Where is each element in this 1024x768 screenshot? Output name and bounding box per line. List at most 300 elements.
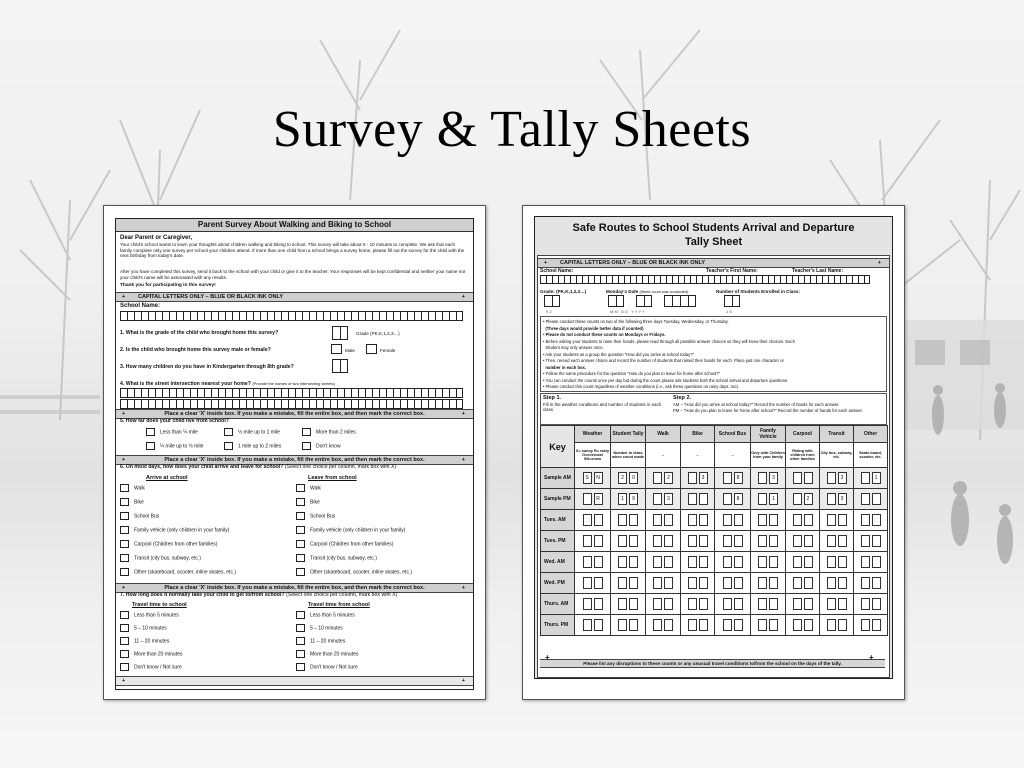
leave-option[interactable]	[296, 498, 320, 507]
checkbox[interactable]	[296, 512, 305, 520]
digit-box[interactable]: 3	[838, 472, 847, 484]
digit-box[interactable]: 8	[734, 472, 743, 484]
female-checkbox[interactable]	[366, 344, 377, 354]
leave-option[interactable]	[296, 554, 377, 563]
digit-box[interactable]	[838, 535, 847, 547]
digit-box[interactable]	[688, 514, 697, 526]
tally-cell[interactable]	[786, 552, 820, 573]
digit-box[interactable]	[872, 556, 881, 568]
tally-cell[interactable]	[575, 594, 611, 615]
tally-cell[interactable]	[715, 615, 751, 636]
digit-box[interactable]	[734, 556, 743, 568]
digit-box[interactable]	[872, 619, 881, 631]
checkbox[interactable]	[296, 650, 305, 658]
tally-cell[interactable]	[715, 531, 751, 552]
checkbox[interactable]	[120, 554, 129, 562]
tally-cell[interactable]	[820, 594, 854, 615]
digit-box[interactable]	[594, 577, 603, 589]
children-count-boxes[interactable]	[332, 359, 348, 373]
digit-box[interactable]	[793, 535, 802, 547]
tally-cell[interactable]	[820, 468, 854, 489]
tally-cell[interactable]	[681, 573, 715, 594]
tally-cell[interactable]	[854, 594, 888, 615]
tally-cell[interactable]	[786, 468, 820, 489]
checkbox[interactable]	[120, 526, 129, 534]
checkbox[interactable]	[120, 663, 129, 671]
tally-cell[interactable]	[611, 468, 646, 489]
tally-cell[interactable]	[575, 552, 611, 573]
tally-cell[interactable]	[646, 615, 681, 636]
q5-option-1[interactable]	[146, 428, 198, 437]
tally-cell[interactable]	[820, 552, 854, 573]
checkbox[interactable]	[120, 637, 129, 645]
male-checkbox[interactable]	[331, 344, 342, 354]
digit-box[interactable]	[861, 535, 870, 547]
tally-cell[interactable]	[820, 531, 854, 552]
digit-box[interactable]	[827, 493, 836, 505]
checkbox[interactable]	[296, 637, 305, 645]
digit-box[interactable]	[723, 598, 732, 610]
digit-box[interactable]	[769, 619, 778, 631]
checkbox[interactable]	[302, 442, 311, 450]
digit-box[interactable]	[827, 535, 836, 547]
tally-cell[interactable]	[854, 510, 888, 531]
tally-cell[interactable]	[786, 510, 820, 531]
digit-box[interactable]	[583, 619, 592, 631]
digit-box[interactable]	[734, 598, 743, 610]
arrive-option[interactable]	[120, 568, 236, 577]
digit-box[interactable]: 1	[769, 493, 778, 505]
tally-cell[interactable]	[786, 531, 820, 552]
travel-from-option[interactable]	[296, 637, 345, 646]
tally-cell[interactable]	[715, 552, 751, 573]
parent-survey-sheet	[103, 205, 486, 700]
digit-box[interactable]	[793, 472, 802, 484]
digit-box[interactable]	[618, 556, 627, 568]
tally-cell[interactable]	[715, 510, 751, 531]
tally-cell[interactable]	[575, 615, 611, 636]
digit-box[interactable]	[861, 619, 870, 631]
tally-cell[interactable]	[611, 573, 646, 594]
digit-box[interactable]	[769, 577, 778, 589]
digit-box[interactable]	[664, 598, 673, 610]
digit-box[interactable]	[804, 619, 813, 631]
tally-cell[interactable]	[820, 489, 854, 510]
travel-to-option[interactable]	[120, 624, 167, 633]
digit-box[interactable]: 2	[804, 493, 813, 505]
digit-box[interactable]	[583, 556, 592, 568]
digit-box[interactable]	[758, 556, 767, 568]
digit-box[interactable]	[618, 514, 627, 526]
digit-box[interactable]	[769, 598, 778, 610]
digit-box[interactable]	[734, 514, 743, 526]
tally-cell[interactable]	[751, 510, 786, 531]
digit-box[interactable]	[699, 598, 708, 610]
grade-boxes[interactable]	[332, 326, 348, 340]
digit-box[interactable]	[688, 535, 697, 547]
digit-box[interactable]	[861, 556, 870, 568]
tally-cell[interactable]	[786, 594, 820, 615]
digit-box[interactable]	[664, 556, 673, 568]
digit-box[interactable]	[861, 577, 870, 589]
digit-box[interactable]	[734, 535, 743, 547]
digit-box[interactable]	[793, 598, 802, 610]
school-name-boxes[interactable]	[120, 311, 463, 321]
digit-box[interactable]	[653, 493, 662, 505]
question-3: 3. How many children do you have in Kindergarten through 8th grade?	[120, 364, 294, 370]
tally-cell[interactable]	[715, 573, 751, 594]
travel-to-option[interactable]	[120, 650, 182, 659]
digit-box[interactable]: R	[594, 493, 603, 505]
tally-cell[interactable]	[751, 468, 786, 489]
checkbox[interactable]	[120, 498, 129, 506]
tally-cell[interactable]	[646, 531, 681, 552]
digit-box[interactable]	[699, 577, 708, 589]
digit-box[interactable]	[629, 598, 638, 610]
year-boxes[interactable]	[664, 295, 696, 307]
digit-box[interactable]: 8	[734, 493, 743, 505]
digit-box[interactable]	[872, 598, 881, 610]
digit-box[interactable]	[793, 577, 802, 589]
digit-box[interactable]	[688, 493, 697, 505]
digit-box[interactable]	[793, 556, 802, 568]
travel-to-option[interactable]	[120, 611, 179, 620]
tally-cell[interactable]	[681, 489, 715, 510]
digit-box[interactable]	[793, 619, 802, 631]
digit-box[interactable]	[583, 535, 592, 547]
digit-box[interactable]	[723, 619, 732, 631]
digit-box[interactable]	[827, 514, 836, 526]
column-header: Walk	[646, 426, 681, 443]
digit-box[interactable]	[872, 577, 881, 589]
digit-box[interactable]	[723, 472, 732, 484]
checkbox[interactable]	[296, 568, 305, 576]
digit-box[interactable]	[664, 514, 673, 526]
digit-box[interactable]	[769, 535, 778, 547]
digit-box[interactable]: 0	[629, 472, 638, 484]
digit-box[interactable]	[827, 619, 836, 631]
leave-option[interactable]	[296, 526, 405, 535]
digit-box[interactable]	[827, 577, 836, 589]
checkbox[interactable]	[224, 442, 233, 450]
digit-box[interactable]	[734, 619, 743, 631]
checkbox[interactable]	[120, 540, 129, 548]
checkbox[interactable]	[120, 484, 129, 492]
digit-box[interactable]	[827, 472, 836, 484]
travel-to-option[interactable]	[120, 637, 169, 646]
travel-to-option[interactable]	[120, 663, 182, 672]
tally-cell[interactable]	[715, 594, 751, 615]
instruction-line: • Then, reread each answer choice and record the number of students that raised their hands for each. Place just one character or	[543, 358, 784, 363]
tally-cell[interactable]	[715, 489, 751, 510]
digit-box[interactable]: 3	[664, 493, 673, 505]
digit-box[interactable]	[827, 598, 836, 610]
digit-box[interactable]: 3	[699, 472, 708, 484]
digit-box[interactable]	[838, 514, 847, 526]
travel-from-option[interactable]	[296, 624, 343, 633]
tally-cell[interactable]	[611, 531, 646, 552]
digit-box[interactable]: 9	[629, 493, 638, 505]
key-cell: Skate-board, scooter, etc.	[854, 443, 888, 468]
arrive-option[interactable]	[120, 554, 201, 563]
tally-cell[interactable]	[854, 552, 888, 573]
digit-box[interactable]	[688, 472, 697, 484]
digit-box[interactable]	[734, 577, 743, 589]
digit-box[interactable]	[769, 556, 778, 568]
checkbox[interactable]	[146, 442, 155, 450]
digit-box[interactable]	[664, 577, 673, 589]
digit-box[interactable]	[594, 535, 603, 547]
tally-cell[interactable]	[646, 489, 681, 510]
tally-cell[interactable]	[681, 510, 715, 531]
digit-box[interactable]	[594, 514, 603, 526]
tally-cell[interactable]	[751, 531, 786, 552]
digit-box[interactable]	[838, 556, 847, 568]
q5-option-5[interactable]	[302, 428, 356, 437]
digit-box[interactable]	[594, 556, 603, 568]
arrive-option[interactable]	[120, 484, 145, 493]
checkbox[interactable]	[146, 428, 155, 436]
tally-cell[interactable]	[786, 573, 820, 594]
tally-cell[interactable]	[575, 573, 611, 594]
digit-box[interactable]	[723, 493, 732, 505]
travel-from-option[interactable]	[296, 663, 358, 672]
tally-cell[interactable]	[681, 468, 715, 489]
tally-school-name-boxes[interactable]	[540, 275, 870, 284]
checkbox[interactable]	[120, 624, 129, 632]
digit-box[interactable]: 2	[664, 472, 673, 484]
digit-box[interactable]: 1	[872, 472, 881, 484]
leave-option[interactable]	[296, 484, 321, 493]
digit-box[interactable]	[758, 535, 767, 547]
digit-box[interactable]	[804, 598, 813, 610]
digit-box[interactable]	[872, 514, 881, 526]
digit-box[interactable]	[769, 514, 778, 526]
tally-row	[541, 552, 888, 573]
tally-cell[interactable]	[611, 489, 646, 510]
digit-box[interactable]	[723, 577, 732, 589]
digit-box[interactable]	[758, 514, 767, 526]
survey-intro-2: After you have completed this survey, send it back to the school with your child or give it to the teacher. Your responses will be kept confidential and neither your name nor your child's name will be associated with any results.	[120, 269, 466, 280]
checkbox[interactable]	[120, 512, 129, 520]
tally-cell[interactable]	[751, 489, 786, 510]
digit-box[interactable]: S	[583, 472, 592, 484]
arrive-option[interactable]	[120, 498, 144, 507]
tally-cell[interactable]	[786, 489, 820, 510]
arrive-option[interactable]	[120, 512, 159, 521]
tally-cell[interactable]	[751, 552, 786, 573]
tally-cell[interactable]	[575, 489, 611, 510]
digit-box[interactable]	[804, 577, 813, 589]
tally-cell[interactable]	[575, 468, 611, 489]
digit-box[interactable]	[653, 472, 662, 484]
checkbox[interactable]	[296, 484, 305, 492]
digit-box[interactable]	[583, 514, 592, 526]
mark-instructions-text: Place a clear 'X' inside box. If you make a mistake, fill the entire box, and then mark the correct box.	[164, 411, 425, 417]
leave-option[interactable]	[296, 540, 393, 549]
travel-from-option[interactable]	[296, 611, 355, 620]
digit-box[interactable]	[699, 619, 708, 631]
checkbox[interactable]	[120, 568, 129, 576]
tally-row	[541, 531, 888, 552]
digit-box[interactable]	[618, 535, 627, 547]
digit-box[interactable]	[664, 535, 673, 547]
tally-cell[interactable]	[715, 468, 751, 489]
digit-box[interactable]: N	[594, 472, 603, 484]
tally-cell[interactable]	[611, 615, 646, 636]
tally-cell[interactable]	[751, 573, 786, 594]
checkbox[interactable]	[296, 526, 305, 534]
checkbox[interactable]	[296, 663, 305, 671]
tally-cell[interactable]	[681, 552, 715, 573]
checkbox[interactable]	[302, 428, 311, 436]
tally-cell[interactable]	[646, 510, 681, 531]
digit-box[interactable]	[688, 598, 697, 610]
digit-box[interactable]	[723, 535, 732, 547]
leave-option[interactable]	[296, 512, 335, 521]
digit-box[interactable]: 1	[618, 493, 627, 505]
digit-box[interactable]	[872, 535, 881, 547]
digit-box[interactable]	[872, 493, 881, 505]
checkbox[interactable]	[224, 428, 233, 436]
month-boxes[interactable]	[608, 295, 624, 307]
digit-box[interactable]	[688, 556, 697, 568]
digit-box[interactable]	[804, 556, 813, 568]
digit-box[interactable]	[758, 598, 767, 610]
digit-box[interactable]	[804, 472, 813, 484]
travel-from-option[interactable]	[296, 650, 358, 659]
arrive-option[interactable]	[120, 526, 229, 535]
digit-box[interactable]	[618, 598, 627, 610]
digit-box[interactable]	[594, 598, 603, 610]
digit-box[interactable]	[688, 577, 697, 589]
tally-cell[interactable]	[854, 489, 888, 510]
street-1-boxes[interactable]	[120, 388, 463, 398]
digit-box[interactable]	[653, 535, 662, 547]
tally-cell[interactable]	[820, 615, 854, 636]
digit-box[interactable]	[838, 598, 847, 610]
digit-box[interactable]	[804, 535, 813, 547]
digit-box[interactable]	[583, 493, 592, 505]
digit-box[interactable]	[653, 577, 662, 589]
tally-cell[interactable]	[646, 552, 681, 573]
checkbox[interactable]	[120, 650, 129, 658]
digit-box[interactable]	[653, 598, 662, 610]
tally-cell[interactable]	[820, 573, 854, 594]
digit-box[interactable]	[629, 535, 638, 547]
digit-box[interactable]	[583, 577, 592, 589]
q5-option-6[interactable]	[302, 442, 341, 451]
digit-box[interactable]	[861, 598, 870, 610]
tally-cell[interactable]	[646, 573, 681, 594]
checkbox[interactable]	[296, 498, 305, 506]
digit-box[interactable]: 3	[838, 493, 847, 505]
digit-box[interactable]	[758, 493, 767, 505]
digit-box[interactable]	[699, 556, 708, 568]
digit-box[interactable]	[699, 535, 708, 547]
checkbox[interactable]	[296, 540, 305, 548]
tally-cell[interactable]	[681, 615, 715, 636]
digit-box[interactable]	[793, 493, 802, 505]
digit-box[interactable]	[827, 556, 836, 568]
digit-box[interactable]	[758, 577, 767, 589]
digit-box[interactable]	[653, 514, 662, 526]
digit-box[interactable]	[699, 493, 708, 505]
digit-box[interactable]	[861, 493, 870, 505]
checkbox[interactable]	[120, 611, 129, 619]
tally-cell[interactable]	[575, 531, 611, 552]
tally-cell[interactable]	[575, 510, 611, 531]
digit-box[interactable]	[793, 514, 802, 526]
q5-option-3[interactable]	[224, 428, 280, 437]
tally-cell[interactable]	[854, 615, 888, 636]
tally-cell[interactable]	[786, 615, 820, 636]
tally-cell[interactable]	[751, 594, 786, 615]
tally-cell[interactable]	[854, 531, 888, 552]
digit-box[interactable]	[618, 577, 627, 589]
checkbox[interactable]	[296, 554, 305, 562]
tally-cell[interactable]	[611, 594, 646, 615]
digit-box[interactable]	[629, 577, 638, 589]
digit-box[interactable]	[618, 619, 627, 631]
enrolled-boxes[interactable]	[724, 295, 740, 307]
tally-cell[interactable]	[646, 468, 681, 489]
day-boxes[interactable]	[636, 295, 652, 307]
q5-option-2[interactable]	[146, 442, 203, 451]
digit-box[interactable]	[723, 514, 732, 526]
tally-cell[interactable]	[751, 615, 786, 636]
tally-cell[interactable]	[854, 468, 888, 489]
digit-box[interactable]: 2	[618, 472, 627, 484]
digit-box[interactable]	[838, 619, 847, 631]
digit-box[interactable]	[653, 556, 662, 568]
leave-option[interactable]	[296, 568, 412, 577]
digit-box[interactable]	[699, 514, 708, 526]
digit-box[interactable]	[861, 472, 870, 484]
tally-cell[interactable]	[646, 594, 681, 615]
digit-box[interactable]	[629, 619, 638, 631]
street-2-boxes[interactable]	[120, 399, 463, 409]
arrive-option[interactable]	[120, 540, 217, 549]
checkbox[interactable]	[296, 611, 305, 619]
digit-box[interactable]	[664, 619, 673, 631]
digit-box[interactable]	[653, 619, 662, 631]
tally-cell[interactable]	[820, 510, 854, 531]
digit-box[interactable]	[758, 472, 767, 484]
digit-box[interactable]	[838, 577, 847, 589]
tally-cell[interactable]	[681, 594, 715, 615]
digit-box[interactable]	[594, 619, 603, 631]
checkbox[interactable]	[296, 624, 305, 632]
digit-box[interactable]	[723, 556, 732, 568]
digit-box[interactable]	[758, 619, 767, 631]
digit-box[interactable]	[629, 556, 638, 568]
digit-box[interactable]	[583, 598, 592, 610]
digit-box[interactable]	[629, 514, 638, 526]
tally-cell[interactable]	[854, 573, 888, 594]
row-label: Thurs. PM	[541, 615, 575, 636]
q5-option-4[interactable]	[224, 442, 281, 451]
digit-box[interactable]: 3	[769, 472, 778, 484]
digit-box[interactable]	[688, 619, 697, 631]
school-name-label: School Name:	[120, 303, 161, 309]
grade-boxes[interactable]	[544, 295, 560, 307]
digit-box[interactable]	[861, 514, 870, 526]
digit-box[interactable]	[804, 514, 813, 526]
tally-cell[interactable]	[611, 510, 646, 531]
tally-cell[interactable]	[681, 531, 715, 552]
tally-cell[interactable]	[611, 552, 646, 573]
